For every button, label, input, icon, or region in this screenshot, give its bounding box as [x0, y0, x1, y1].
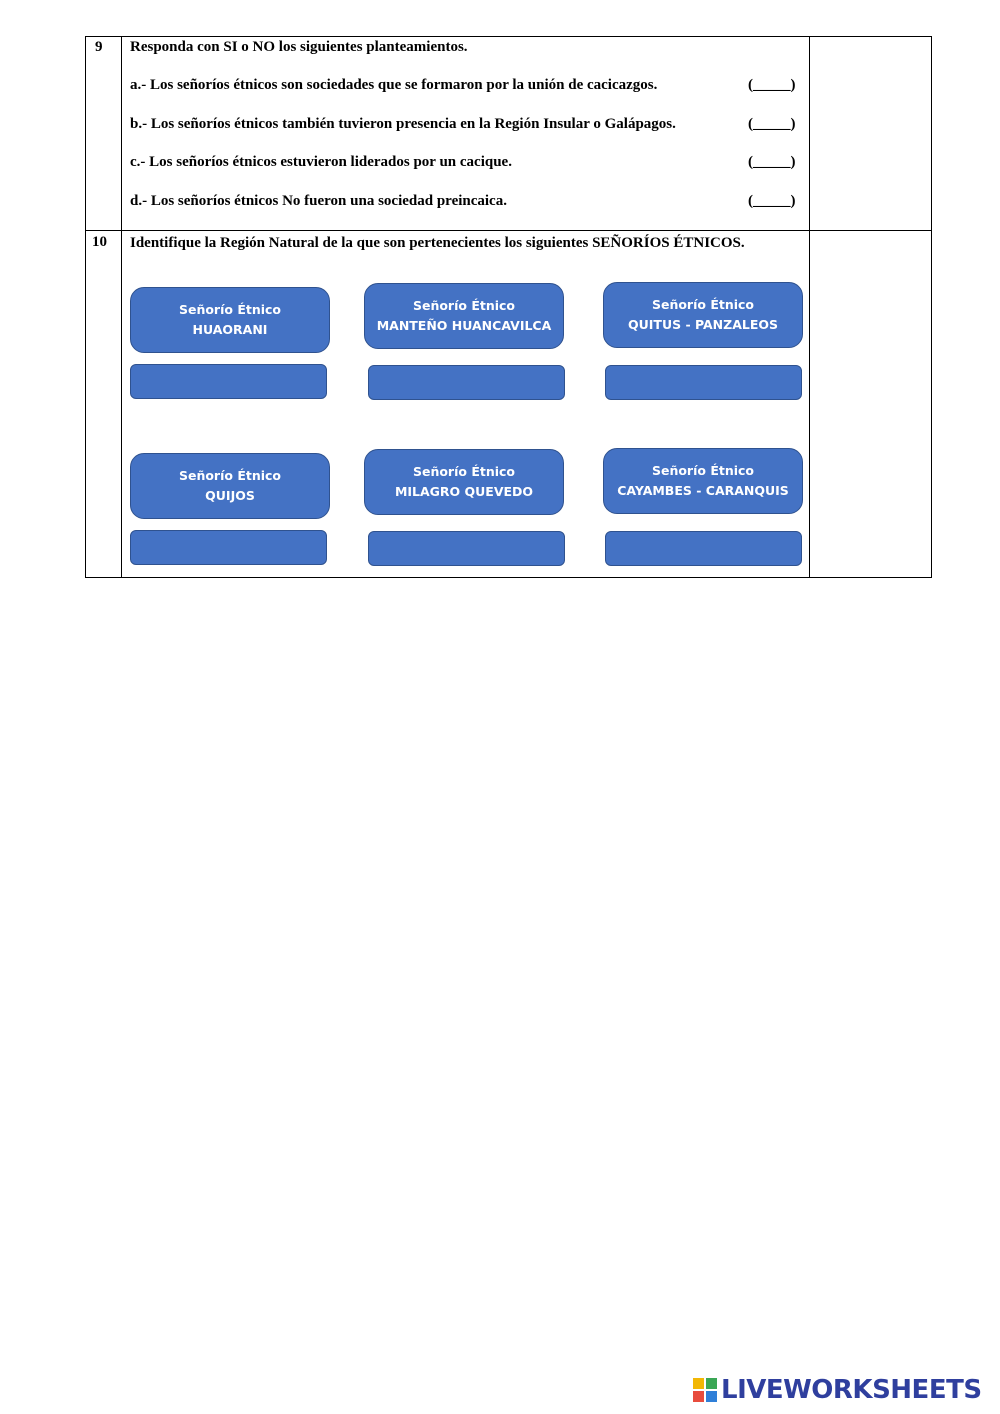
logo-square	[693, 1391, 704, 1402]
answer-blank-a[interactable]: (_____)	[748, 77, 796, 93]
card-label: Señorío Étnico	[178, 468, 282, 483]
senorio-card-cayambes-caranquis	[603, 448, 803, 514]
senorio-card-milagro-quevedo	[364, 449, 564, 515]
logo-text: LIVEWORKSHEETS	[721, 1375, 982, 1405]
logo-square	[706, 1391, 717, 1402]
senorio-card-huaorani	[130, 287, 330, 353]
question-number: 9	[95, 39, 103, 55]
statement-b: b.- Los señoríos étnicos también tuvieron presencia en la Región Insular o Galápagos.	[130, 116, 676, 132]
liveworksheets-logo	[693, 1377, 982, 1403]
region-answer-field[interactable]	[368, 531, 565, 566]
card-name: MANTEÑO HUANCAVILCA	[376, 318, 552, 333]
region-answer-field[interactable]	[605, 531, 802, 566]
card-label: Señorío Étnico	[178, 302, 282, 317]
region-answer-field[interactable]	[130, 530, 327, 565]
column-divider	[121, 37, 122, 577]
senorio-card-quitus-panzaleos	[603, 282, 803, 348]
answer-blank-d[interactable]: (_____)	[748, 193, 796, 209]
column-divider	[809, 37, 810, 577]
card-name: QUITUS - PANZALEOS	[627, 317, 779, 332]
region-answer-field[interactable]	[605, 365, 802, 400]
logo-square	[706, 1378, 717, 1389]
card-name: QUIJOS	[205, 488, 255, 503]
card-name: CAYAMBES - CARANQUIS	[617, 483, 789, 498]
senorio-card-manteno-huancavilca	[364, 283, 564, 349]
card-name: MILAGRO QUEVEDO	[394, 484, 534, 499]
card-label: Señorío Étnico	[412, 464, 516, 479]
question-title: Identifique la Región Natural de la que son pertenecientes los siguientes SEÑORÍOS ÉTNICOS.	[130, 235, 745, 251]
card-name: HUAORANI	[192, 322, 268, 337]
question-title: Responda con SI o NO los siguientes planteamientos.	[130, 39, 468, 55]
card-label: Señorío Étnico	[651, 463, 755, 478]
statement-c: c.- Los señoríos étnicos estuvieron liderados por un cacique.	[130, 154, 512, 170]
senorio-card-quijos	[130, 453, 330, 519]
logo-squares-icon	[693, 1378, 717, 1402]
statement-a: a.- Los señoríos étnicos son sociedades que se formaron por la unión de cacicazgos.	[130, 77, 658, 93]
answer-blank-c[interactable]: (_____)	[748, 154, 796, 170]
statement-d: d.- Los señoríos étnicos No fueron una sociedad preincaica.	[130, 193, 507, 209]
region-answer-field[interactable]	[130, 364, 327, 399]
region-answer-field[interactable]	[368, 365, 565, 400]
logo-square	[693, 1378, 704, 1389]
row-divider	[86, 230, 931, 231]
card-label: Señorío Étnico	[651, 297, 755, 312]
question-number: 10	[92, 234, 107, 250]
card-label: Señorío Étnico	[412, 298, 516, 313]
answer-blank-b[interactable]: (_____)	[748, 116, 796, 132]
